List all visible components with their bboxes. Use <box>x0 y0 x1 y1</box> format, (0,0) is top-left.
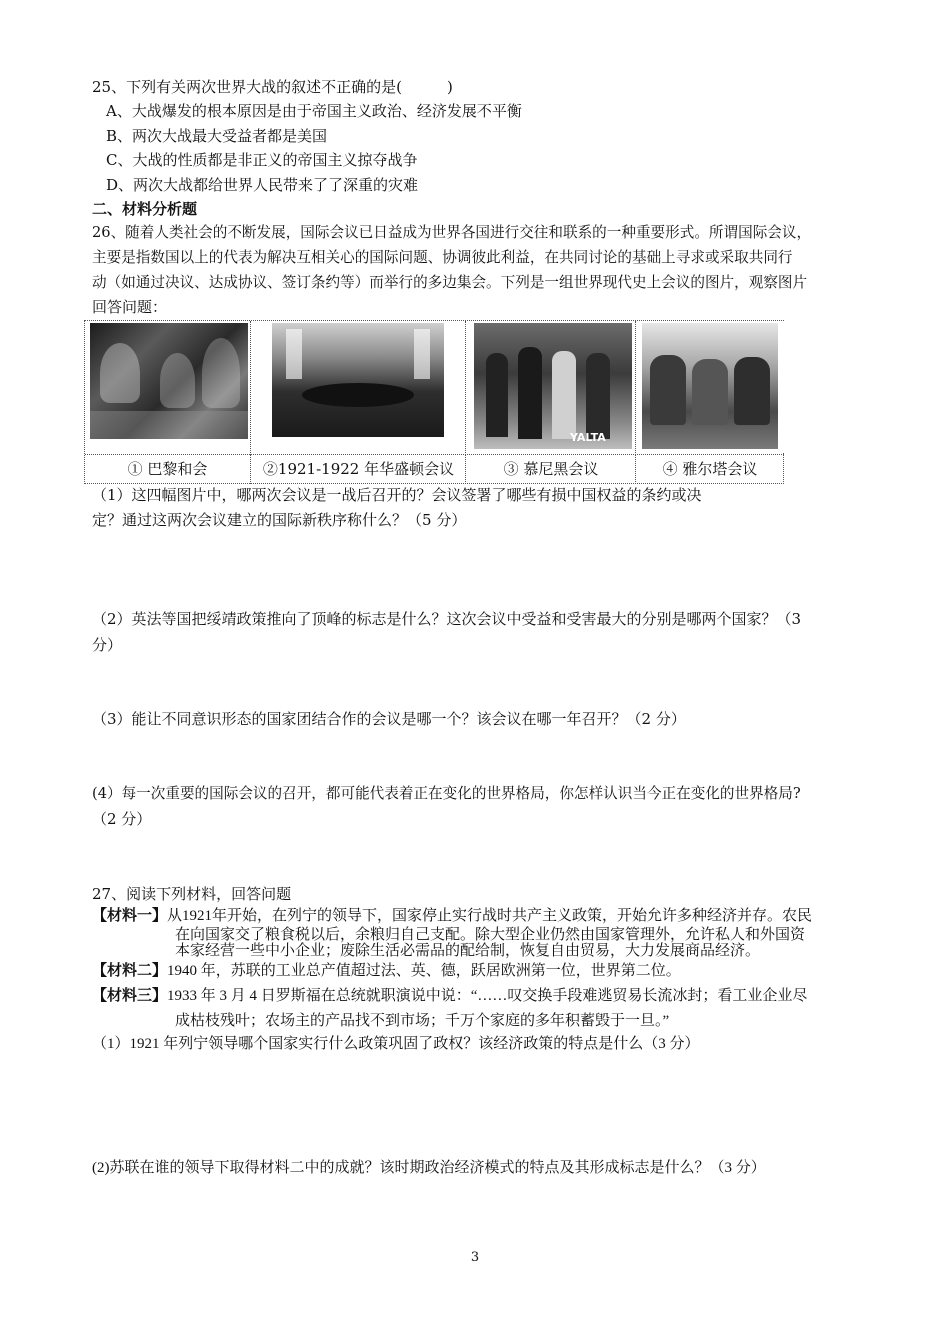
q27-sub2: (2)苏联在谁的领导下取得材料二中的成就？该时期政治经济模式的特点及其形成标志是什么？（3 分） <box>92 1160 766 1176</box>
conference-photo-table <box>84 320 784 484</box>
photo-cell-paris <box>85 321 250 453</box>
material-1-tag: 【材料一】 <box>92 908 168 924</box>
photo-cell-yalta <box>635 321 784 453</box>
q26-sub4-line-1: (4）每一次重要的国际会议的召开，都可能代表着正在变化的世界格局，你怎样认识当今正在变化的世界格局? <box>92 785 801 802</box>
material-1-line-3: 本家经营一些中小企业；废除生活必需品的配给制，恢复自由贸易，大力发展商品经济。 <box>175 943 761 959</box>
photo-washington-conference <box>272 323 444 437</box>
q26-intro-line-3: 动（如通过决议、达成协议、签订条约等）而举行的多边集会。下列是一组世界现代史上会议的图片，观察图片 <box>92 274 808 291</box>
caption-munich-conference: ③ 慕尼黑会议 <box>465 454 636 484</box>
q26-sub2-line-1: （2）英法等国把绥靖政策推向了顶峰的标志是什么？这次会议中受益和受害最大的分别是哪两个国家？（3 <box>92 610 802 628</box>
q26-intro-line-1: 26、随着人类社会的不断发展，国际会议已日益成为世界各国进行交往和联系的一种重要形式。所谓国际会议， <box>92 224 812 241</box>
q27-sub1: （1）1921 年列宁领导哪个国家实行什么政策巩固了政权？该经济政策的特点是什么（3 分） <box>92 1036 700 1052</box>
material-1-line-2: 在向国家交了粮食税以后，余粮归自己支配。除大型企业仍然由国家管理外，允许私人和外国资 <box>175 927 806 943</box>
q27-stem: 27、阅读下列材料，回答问题 <box>92 885 292 903</box>
material-2 <box>92 961 681 981</box>
photo-munich-conference <box>474 323 632 449</box>
material-3 <box>92 986 807 1006</box>
q26-sub4-line-2: （2 分） <box>92 810 152 828</box>
material-2-tag: 【材料二】 <box>92 963 168 979</box>
photo-paris-peace-conference <box>90 323 248 439</box>
material-3-line-1: 1933 年 3 月 4 日罗斯福在总统就职演说中说：“……叹交换手段难逃贸易长流冰封；看工业企业尽 <box>167 988 808 1004</box>
q26-sub2-line-2: 分） <box>92 636 123 654</box>
caption-paris-peace-conference: ① 巴黎和会 <box>85 454 250 484</box>
q26-sub3: （3）能让不同意识形态的国家团结合作的会议是哪一个？该会议在哪一年召开？（2 分） <box>92 710 686 728</box>
photo-yalta-conference <box>642 323 778 449</box>
material-2-text: 1940 年，苏联的工业总产值超过法、英、德，跃居欧洲第一位，世界第二位。 <box>167 963 681 979</box>
q26-sub1-line-1: （1）这四幅图片中，哪两次会议是一战后召开的？会议签署了哪些有损中国权益的条约或决 <box>92 486 702 504</box>
q25-option-d: D、两次大战都给世界人民带来了了深重的灾难 <box>106 176 419 194</box>
page-number: 3 <box>470 1250 480 1265</box>
q26-intro-line-4: 回答问题： <box>92 298 168 316</box>
material-3-tag: 【材料三】 <box>92 988 168 1004</box>
caption-washington-conference: ②1921-1922 年华盛顿会议 <box>250 454 466 484</box>
photo-cell-munich <box>465 321 636 453</box>
photo-caption-yalta: YALTA <box>570 431 606 444</box>
section-title: 二、材料分析题 <box>92 200 198 218</box>
q25-option-a: A、大战爆发的根本原因是由于帝国主义政治、经济发展不平衡 <box>106 102 522 120</box>
material-3-line-2: 成枯枝残叶；农场主的产品找不到市场；千万个家庭的多年积蓄毁于一旦。” <box>175 1013 670 1029</box>
q25-option-c: C、大战的性质都是非正义的帝国主义掠夺战争 <box>106 151 418 169</box>
caption-yalta-conference: ④ 雅尔塔会议 <box>635 454 784 484</box>
material-1 <box>92 906 812 926</box>
photo-cell-washington <box>250 321 466 453</box>
material-1-line-1: 从1921年开始，在列宁的领导下，国家停止实行战时共产主义政策，开始允许多种经济并存。农民 <box>167 908 813 924</box>
q26-intro-line-2: 主要是指数国以上的代表为解决互相关心的国际问题、协调彼此利益，在共同讨论的基础上寻求或采取共同行 <box>92 249 793 266</box>
q25-option-b: B、两次大战最大受益者都是美国 <box>106 127 328 145</box>
q26-sub1-line-2: 定？通过这两次会议建立的国际新秩序称什么？（5 分） <box>92 511 467 529</box>
q25-stem: 25、下列有关两次世界大战的叙述不正确的是( ) <box>92 78 453 96</box>
